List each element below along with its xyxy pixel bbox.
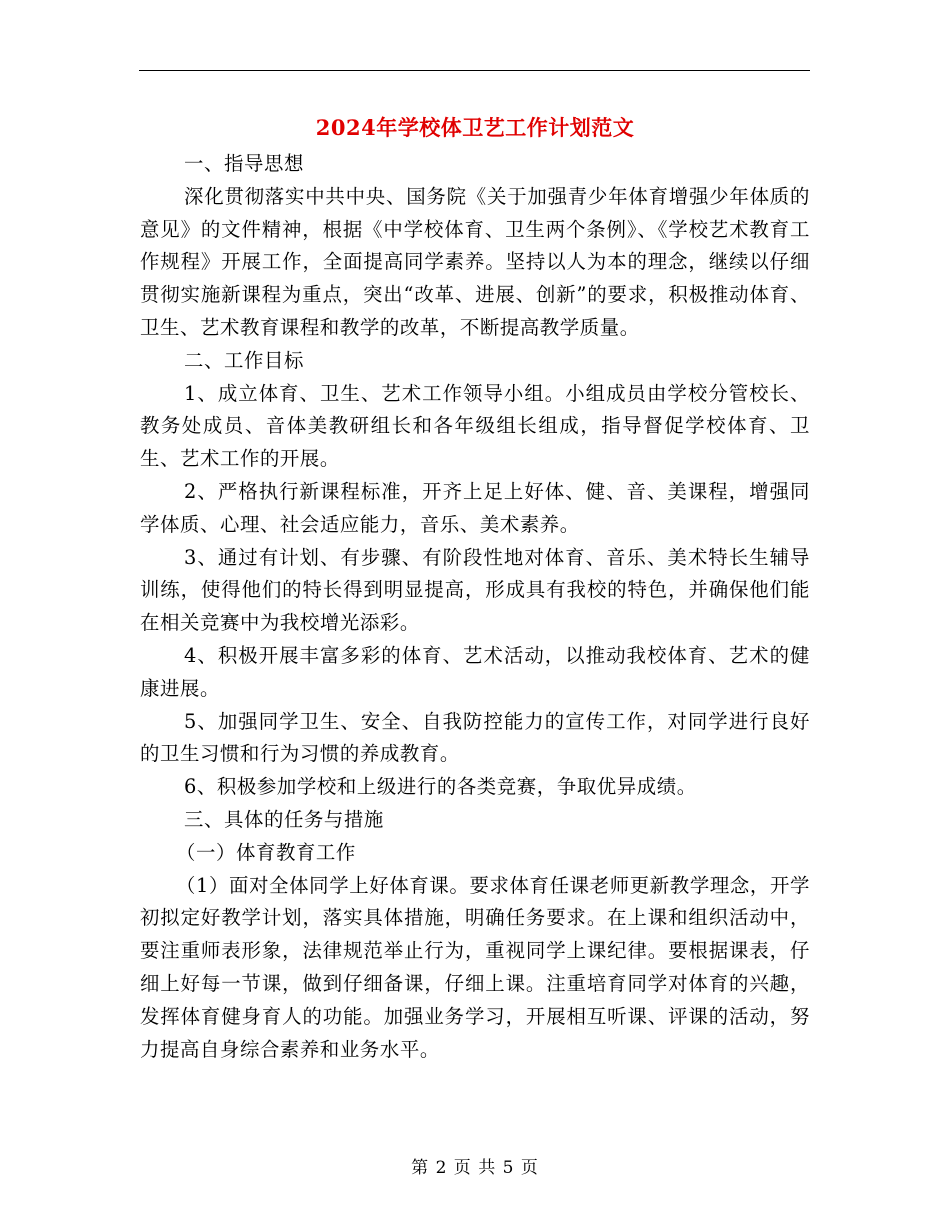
goal-item-4: 4、积极开展丰富多彩的体育、艺术活动，以推动我校体育、艺术的健康进展。 bbox=[140, 643, 810, 700]
goal-item-5: 5、加强同学卫生、安全、自我防控能力的宣传工作，对同学进行良好的卫生习惯和行为习惯的养成教育。 bbox=[140, 709, 810, 766]
goal-item-2: 2、严格执行新课程标准，开齐上足上好体、健、音、美课程，增强同学体质、心理、社会适应能力，音乐、美术素养。 bbox=[140, 479, 810, 536]
goal-item-3: 3、通过有计划、有步骤、有阶段性地对体育、音乐、美术特长生辅导训练，使得他们的特长得到明显提高，形成具有我校的特色，并确保他们能在相关竞赛中为我校增光添彩。 bbox=[140, 545, 810, 635]
page-number-footer: 第 2 页 共 5 页 bbox=[411, 1158, 539, 1178]
heading-tasks-measures: 三、具体的任务与措施 bbox=[184, 807, 384, 831]
heading-guiding-ideology: 一、指导思想 bbox=[184, 152, 304, 175]
subheading-pe-work: （一）体育教育工作 bbox=[176, 840, 356, 864]
paragraph-guiding-ideology: 深化贯彻落实中共中央、国务院《关于加强青少年体育增强少年体质的意见》的文件精神，根据《中学校体育、卫生两个条例》、《学校艺术教育工作规程》开展工作，全面提高同学素养。坚持以人为本的理念，继续以仔细贯彻实施新课程为重点，突出“改革、进展、创新”的要求，积极推动体育、卫生、艺术教育课程和教学的改革，不断提高教学质量。 bbox=[140, 184, 810, 339]
goal-item-1: 1、成立体育、卫生、艺术工作领导小组。小组成员由学校分管校长、教务处成员、音体美教研组长和各年级组长组成，指导督促学校体育、卫生、艺术工作的开展。 bbox=[140, 381, 810, 471]
document-body bbox=[140, 148, 810, 1066]
header-rule bbox=[139, 70, 810, 71]
paragraph-pe-class: （1）面对全体同学上好体育课。要求体育任课老师更新教学理念，开学初拟定好教学计划，落实具体措施，明确任务要求。在上课和组织活动中，要注重师表形象，法律规范举止行为，重视同学上课纪律。要根据课表，仔细上好每一节课，做到仔细备课，仔细上课。注重培育同学对体育的兴趣，发挥体育健身育人的功能。加强业务学习，开展相互听课、评课的活动，努力提高自身综合素养和业务水平。 bbox=[140, 873, 810, 1061]
heading-work-goals: 二、工作目标 bbox=[184, 348, 304, 372]
document-title: 2024年学校体卫艺工作计划范文 bbox=[315, 115, 635, 140]
goal-item-6: 6、积极参加学校和上级进行的各类竞赛，争取优异成绩。 bbox=[184, 775, 697, 799]
